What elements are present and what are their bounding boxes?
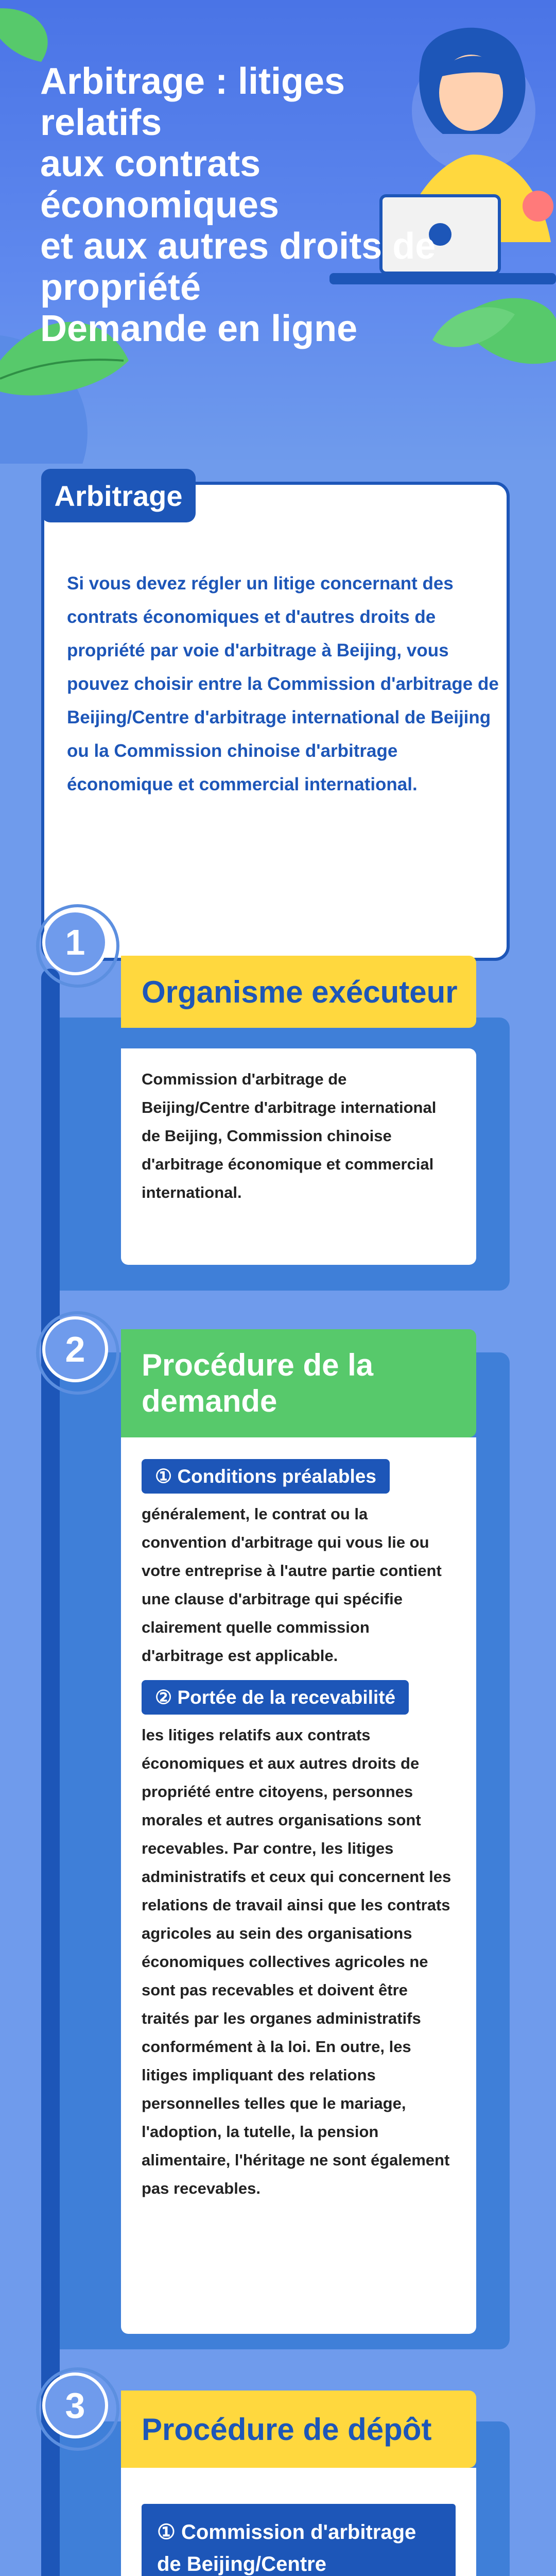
hero-banner: [0, 0, 556, 464]
title-line: aux contrats économiques: [40, 143, 280, 226]
section1-card: [121, 1048, 476, 1265]
section1-body: Commission d'arbitrage de Beijing/Centre d'arbitrage international de Beijing, Commission chinoise d'arbitrage économique et commercial international.: [142, 1070, 437, 1201]
section2-card: [121, 1437, 476, 2334]
intro-text: Si vous devez régler un litige concernant des contrats économiques et d'autres droits de propriété par voie d'arbitrage à Beijing, vous pouvez choisir entre la Commission d'arbitrage de Beijing/Centre d'arbitrage international de Beijing ou la Commission chinoise d'arbitrage économique et commercial international.: [67, 573, 499, 794]
recevabilite-body: les litiges relatifs aux contrats économiques et aux autres droits de propriété entre citoyens, personnes morales et autres organisations sont recevables. Par contre, les litiges administratifs et ceux qui concernent les relations de travail ainsi que les contrats agricoles au sein des organisations économiques collectives agricoles ne sont pas recevables et doivent être traités par les organes administratifs conformément à la loi. En outre, les litiges impliquant des relations personnelles telles que le mariage, l'adoption, la tutelle, la pension alimentaire, l'héritage ne sont également pas recevables.: [142, 1726, 451, 2197]
conditions-label: ① Conditions préalables: [142, 1459, 390, 1494]
recevabilite-label: ② Portée de la recevabilité: [142, 1680, 409, 1715]
title-line: Arbitrage : litiges relatifs: [40, 61, 345, 143]
page-title: [40, 61, 442, 349]
section3-number: 3: [42, 2372, 108, 2438]
title-line: Demande en ligne: [40, 308, 358, 349]
intro-tag: Arbitrage: [41, 469, 196, 522]
section1-title: Organisme exécuteur: [121, 956, 476, 1028]
section2-title: Procédure de la demande: [121, 1329, 476, 1437]
title-line: propriété: [40, 267, 201, 308]
title-line: et aux autres droits de: [40, 226, 436, 267]
section2-number: 2: [42, 1316, 108, 1382]
section3-title: Procédure de dépôt: [121, 2391, 476, 2468]
section1-number: 1: [42, 909, 108, 975]
section-track: [41, 969, 60, 2576]
section3-card: [121, 2468, 476, 2576]
bjac-box: ① Commission d'arbitrage de Beijing/Centre: [142, 2504, 456, 2576]
conditions-body: généralement, le contrat ou la convention d'arbitrage qui vous lie ou votre entreprise à l'autre partie contient une clause d'arbitrage qui spécifie clairement quelle commission d'arbitrage est applicable.: [142, 1505, 442, 1665]
